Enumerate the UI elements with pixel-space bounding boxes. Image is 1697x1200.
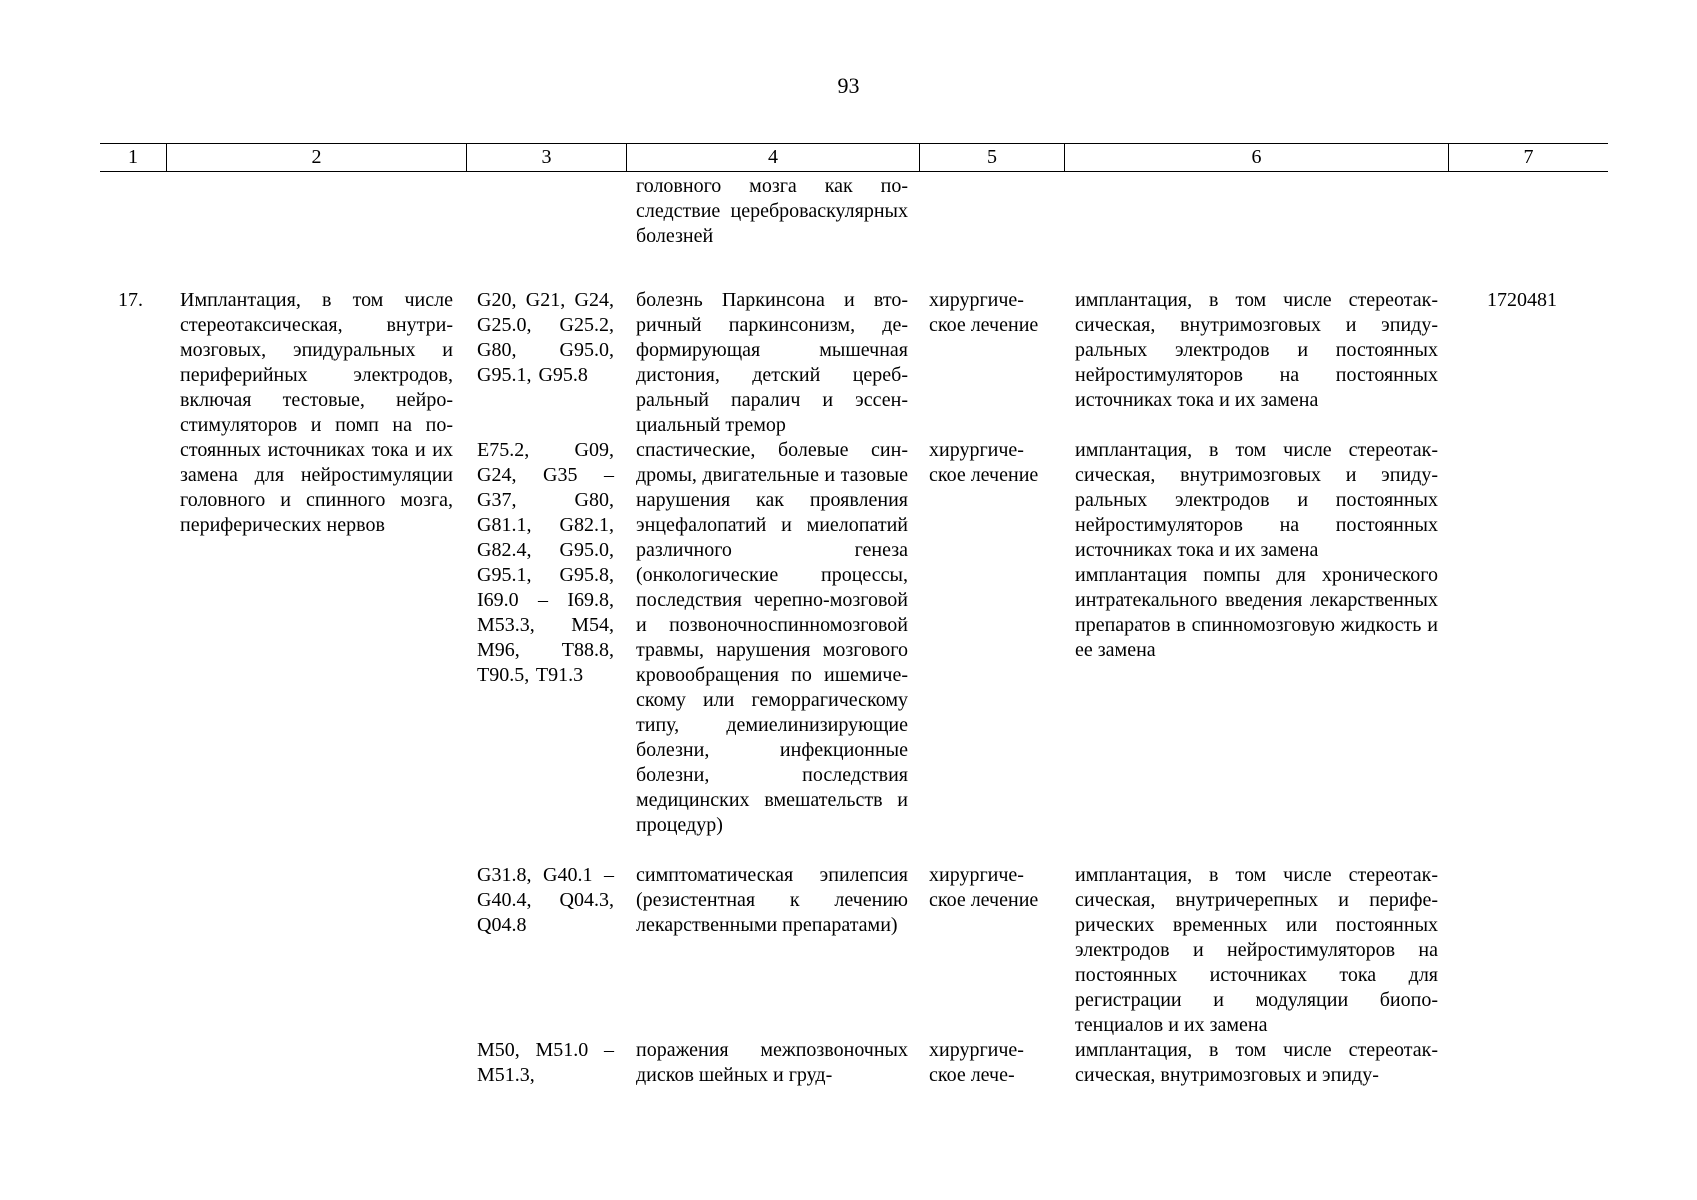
diagnosis-group-4: поражения межпозвоночных дисков шейных и груд- (636, 1039, 908, 1086)
diagnosis-group-3: симптоматическая эпилепсия (резистентная к лечению лекарственными препаратами) (636, 864, 908, 936)
treatment-type-group-2: хирургическое лечение (929, 439, 1039, 486)
icd-codes-group-3: G31.8, G40.1 – G40.4, Q04.3, Q04.8 (477, 864, 614, 936)
column-number-4: 4 (626, 144, 919, 171)
column-number-7: 7 (1448, 144, 1608, 171)
diagnosis-group-1: болезнь Паркинсона и вторичный паркинсонизм, деформирующая мышечная дистония, детский церебральный паралич и эссенциальный тремор (636, 289, 908, 436)
treatment-method-group-4: имплантация, в том числе стереотаксическая, внутримозговых и эпиду- (1075, 1039, 1438, 1086)
icd-codes-group-2: E75.2, G09, G24, G35 – G37, G80, G81.1, G82.1, G82.4, G95.0, G95.1, G95.8, I69.0 – I69.8, M53.3, M54, M96, T88.8, T90.5, T91.3 (477, 439, 614, 686)
diagnosis-group-2: спастические, болевые синдромы, двигательные и тазовые нарушения как проявления энцефалопатий и миелопатий различного генеза (онкологические процессы, последствия черепно-мозговой и позвоночноспинномозговой травмы, нарушения мозгового кровообращения по ишемическому или геморрагическому типу, демиелинизирующие болезни, инфекционные болезни, последствия медицинских вмешательств и процедур) (636, 439, 908, 836)
cost-norm: 1720481 (1487, 289, 1557, 311)
treatment-type-group-4: хирургическое лече- (929, 1039, 1024, 1086)
column-number-3: 3 (466, 144, 626, 171)
page-number: 93 (837, 73, 860, 98)
treatment-method-group-2: имплантация, в том числе стереотаксическая, внутримозговых и эпидуральных электродов и постоянных нейростимуляторов на постоянных источниках тока и их замена (1075, 439, 1438, 561)
treatment-method-group-2-pump: имплантация помпы для хронического интратекального введения лекарственных препаратов в спинномозговую жидкость и ее замена (1075, 564, 1438, 661)
table-column-numbers (100, 143, 1608, 172)
column-number-1: 1 (128, 146, 138, 168)
treatment-method-group-3: имплантация, в том числе стереотаксическая, внутричерепных и периферических временных или постоянных электродов и нейростимуляторов на постоянных источниках тока для регистрации и модуляции биопотенциалов и их замена (1075, 864, 1438, 1036)
icd-codes-group-4: M50, M51.0 – M51.3, (477, 1039, 614, 1086)
column-number-5: 5 (919, 144, 1064, 171)
icd-codes-group-1: G20, G21, G24, G25.0, G25.2, G80, G95.0, G95.1, G95.8 (477, 289, 614, 386)
continuation-diagnosis: головного мозга как последствие цереброваскулярных болезней (636, 175, 908, 247)
intervention-name: Имплантация, в том числе стереотаксическая, внутримозговых, эпидуральных и периферийных электродов, включая тестовые, нейростимуляторов и помп на постоянных источниках тока и их замена для нейростимуляции головного и спинного мозга, периферических нервов (180, 289, 453, 536)
treatment-method-group-1: имплантация, в том числе стереотаксическая, внутримозговых и эпидуральных электродов и постоянных нейростимуляторов на постоянных источниках тока и их замена (1075, 289, 1438, 411)
treatment-type-group-3: хирургическое лечение (929, 864, 1039, 911)
column-number-6: 6 (1064, 144, 1448, 171)
row-number: 17. (118, 289, 143, 311)
column-number-2: 2 (166, 144, 466, 171)
treatment-type-group-1: хирургическое лечение (929, 289, 1039, 336)
